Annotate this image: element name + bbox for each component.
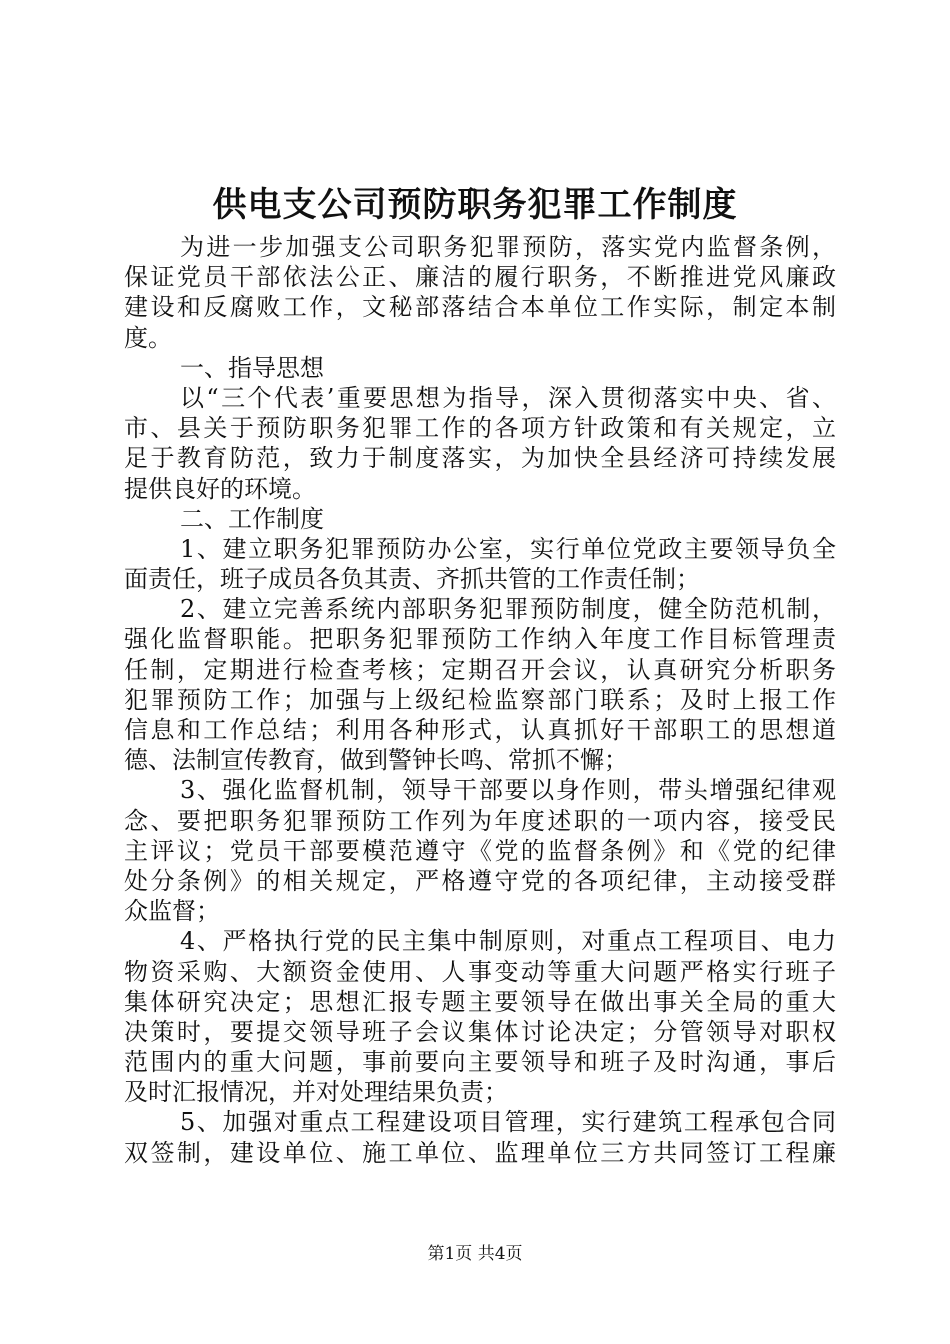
document-body [124,232,836,1168]
body-line: 1、建立职务犯罪预防办公室，实行单位党政主要领导负全 [180,534,836,563]
body-line: 保证党员干部依法公正、廉洁的履行职务，不断推进党风廉政 [124,263,836,292]
body-line: 及时汇报情况，并对处理结果负责； [124,1078,508,1107]
body-line: 集体研究决定；思想汇报专题主要领导在做出事关全局的重大 [124,987,836,1016]
body-line: 强化监督职能。把职务犯罪预防工作纳入年度工作目标管理责 [124,625,836,654]
body-line: 主评议；党员干部要模范遵守《党的监督条例》和《党的纪律 [124,836,836,865]
document-title: 供电支公司预防职务犯罪工作制度 [212,185,738,225]
body-line: 任制，定期进行检查考核；定期召开会议，认真研究分析职务 [124,655,836,684]
body-line: 众监督； [124,897,220,926]
body-line: 度。 [124,323,172,352]
body-line: 2、建立完善系统内部职务犯罪预防制度，健全防范机制， [180,595,836,624]
body-line: 决策时，要提交领导班子会议集体讨论决定；分管领导对职权 [124,1017,836,1046]
body-line: 建设和反腐败工作，文秘部落结合本单位工作实际，制定本制 [124,293,836,322]
body-line: 5、加强对重点工程建设项目管理，实行建筑工程承包合同 [180,1108,836,1137]
page-footer: 第1页 共4页 [427,1244,523,1264]
body-line: 市、县关于预防职务犯罪工作的各项方针政策和有关规定，立 [124,414,836,443]
body-line: 双签制，建设单位、施工单位、监理单位三方共同签订工程廉 [124,1138,836,1167]
body-line: 信息和工作总结；利用各种形式，认真抓好干部职工的思想道 [124,716,836,744]
body-line: 处分条例》的相关规定，严格遵守党的各项纪律，主动接受群 [124,866,836,895]
body-line: 4、严格执行党的民主集中制原则，对重点工程项目、电力 [180,927,836,956]
body-line: 德、法制宣传教育，做到警钟长鸣、常抓不懈； [124,746,628,775]
body-line: 足于教育防范，致力于制度落实，为加快全县经济可持续发展 [124,444,836,473]
section-heading: 二、工作制度 [180,504,324,533]
body-line: 3、强化监督机制，领导干部要以身作则，带头增强纪律观 [180,776,836,805]
body-line: 范围内的重大问题，事前要向主要领导和班子及时沟通，事后 [124,1048,836,1077]
body-line: 为进一步加强支公司职务犯罪预防，落实党内监督条例， [180,233,836,261]
section-heading: 一、指导思想 [180,353,324,382]
body-line: 物资采购、大额资金使用、人事变动等重大问题严格实行班子 [124,957,836,986]
body-line: 以“三个代表’重要思想为指导，深入贯彻落实中央、省、 [180,383,836,412]
body-line: 念、要把职务犯罪预防工作列为年度述职的一项内容，接受民 [124,806,836,835]
body-line: 提供良好的环境。 [124,474,316,503]
body-line: 犯罪预防工作；加强与上级纪检监察部门联系；及时上报工作 [124,685,836,714]
body-line: 面责任，班子成员各负其责、齐抓共管的工作责任制； [124,565,700,594]
